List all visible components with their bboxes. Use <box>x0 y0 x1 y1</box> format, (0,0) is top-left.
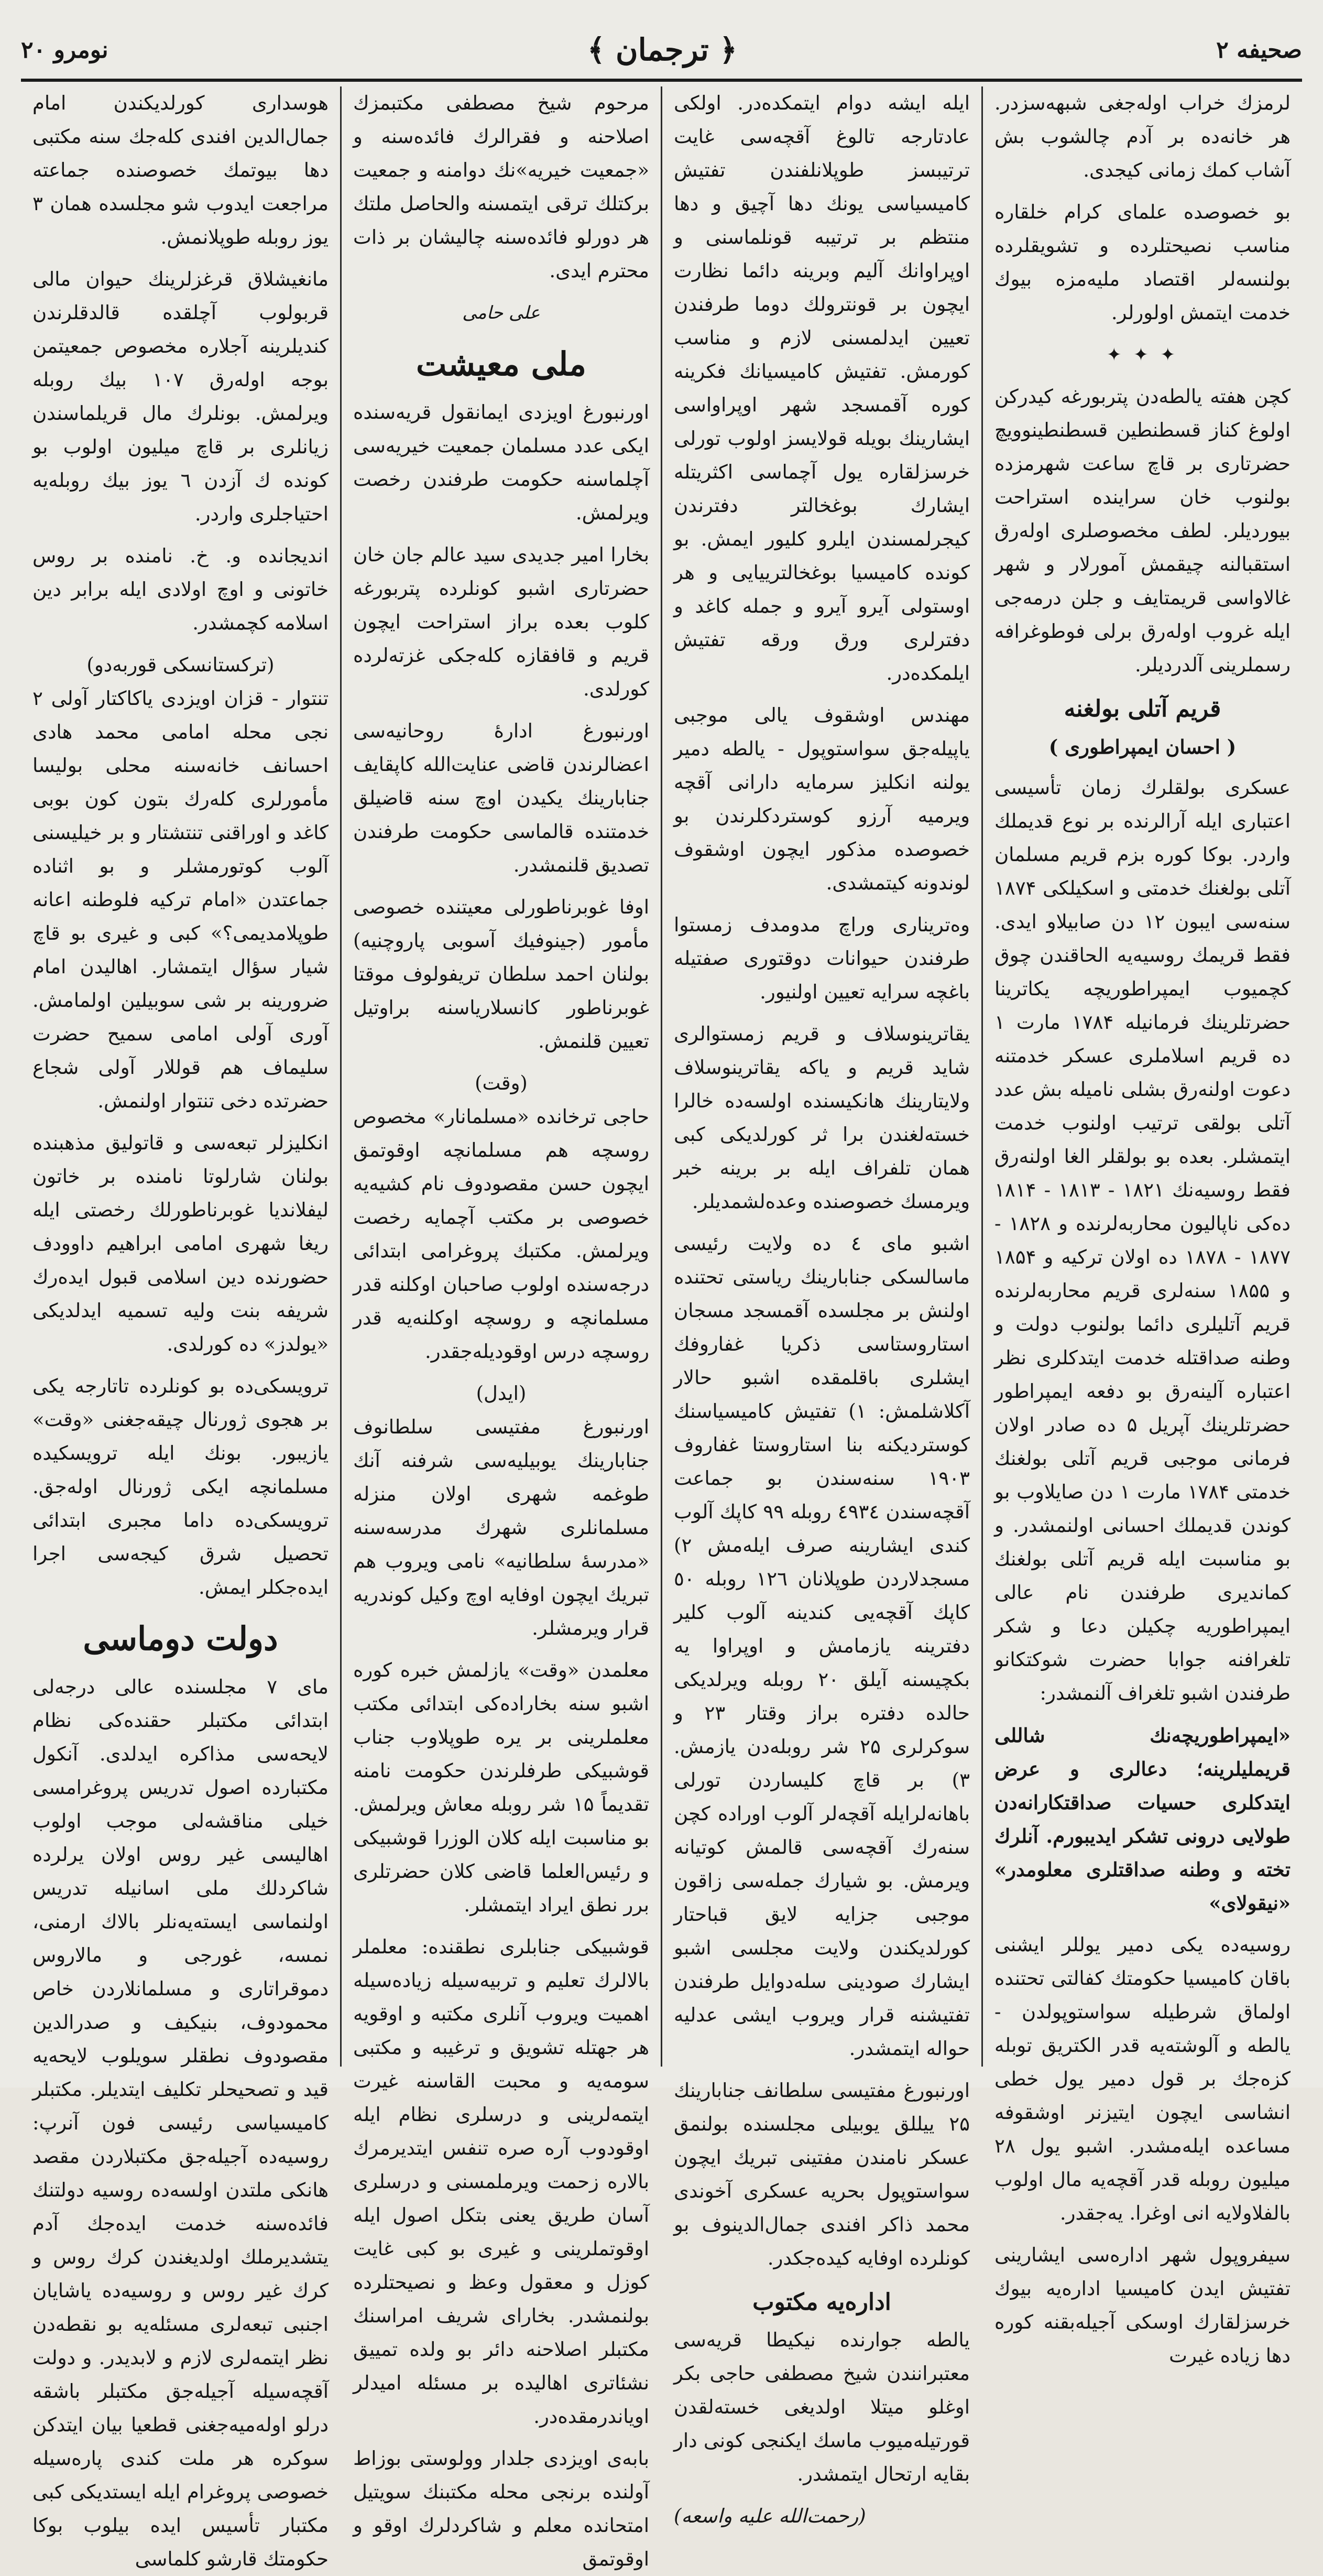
col1-telegram-text: «ایمپراطوریچەنك شاللی قریملیلرینه؛ دعالری و عرض ایتدکلری حسیات صداقتکارانەدن طولایی درونی تشکر ایدیبورم. آنلرك تخته و وطنه صداقتلری معلومدر» «نیقولای» <box>994 1724 1291 1915</box>
column-4 <box>21 86 340 2570</box>
col3-source-2: (ایدل) <box>476 1382 527 1405</box>
col2-paragraph-5: اشبو مای ٤ دە ولایت رئیسی ماسالسکی جنابارینك ریاستی تحتنده اولنش بر مجلسده آقمسجد مسجان استاروستاسی ذکریا غفاروفك ایشلری باقلمقده اشبو حالار آکلاشلمش: ۱) تفتیش کامیسیاسنك کوستردیکنه بنا استاروستا غفاروف ۱۹۰۳ سنەسندن بو جماعت آقچەسندن ٤٩٣٤ روبله ۹۹ کاپك آلوب کندی ایشارینه صرف ایلەمش ۲) مسجدلاردن طوپلانان ۱۲٦ روبله ٥٠ کاپك آقچەیی کندینه آلوب کلیر دفترینه یازمامش و اوپراوا یه بکچیسنه آیلق ۲۰ روبله ویرلدیکی حالده دفتره براز وقتار ۲۳ و سوکرلری ۲۵ شر روبلەدن یازمش. ۳) بر قاچ کلیساردن تورلی باهانەلرایله آقچەلر آلوب اوراده کچن سنەرك آقچەسی قالمش کوتیانه ویرمش. بو شیارك جملەسی زاقون موجبی جزایه لایق قباحتار کورلدیکندن ولایت مجلسی اشبو ایشارك صودینی سلەدوایل طرفندن تفتیشنه قرار ویروب ایشی عدلیه حواله ایتمشدر. <box>674 1232 970 2060</box>
col1-paragraph-4: عسکری بولقلرك زمان تأسیسی اعتباری ایله آرالرنده بر نوع قدیملك واردر. بوکا کوره بزم قریم مسلمان آتلی بولغنك خدمتی و اسکیلکی ۱۸۷۴ سنەسی ایبون ۱۲ دن صابیلاو ایدی. فقط قریمك روسیەیه الحاقندن چوق کچمیوب ایمپراطوریچه یکاترینا حضرتلرینك فرمانیله ۱۷۸۴ مارت ۱ دە قریم اسلاملری عسکر خدمتنه دعوت اولنەرق بشلی نامیله بش عدد آتلی بولقی ترتیب اولنوب خدمت ایتمشلر. بعده بو بولقلر الغا اولنەرق فقط روسیەنك ۱۸۲۱ - ۱۸۱۳ - ۱۸۱۴ دەکی ناپالیون محاربەلرنده و ۱۸۲۸ - ۱۸۷۷ - ۱۸۷۸ دە اولان ترکیه و ۱۸۵۴ و ۱۸۵۵ سنەلری قریم محاربەلرنده قریم آتلیلری دائما بولنوب دولت و وطنه صداقتله خدمت ایتدکلری نظر اعتباره آلینەرق بو دفعه ایمپراطور حضرتلرینك آپریل ۵ دە صادر اولان فرمانی موجبی قریم آتلی بولغنك خدمتی ۱۷۸۴ مارت ۱ دن صایلاوب بو کوندن قدیملك احسانی اولنمشدر. و بو مناسبت ایله قریم آتلی بولغنك کماندیری طرفندن نام عالی ایمپراطوریه چکیلن دعا و شکر تلغرافنه جوابا حضرت شوکتکانو طرفندن اشبو تلغراف آلنمشدر: <box>994 776 1291 1704</box>
col4-source-1: (ترکستانسکی قوربەدو) <box>86 654 275 676</box>
col3-paragraph-5: اوفا غوبرناطورلی معیتنده خصوصی مأمور (جینوفیك آسوبی پاروچنیه) بولنان احمد سلطان تریفولوف موقتا غوبرناطور کانسلاریاسنه براوتیل تعیین قلنمش. <box>353 896 649 1052</box>
col2-paragraph-3: وەتریناری وراچ مدومدف زمستوا طرفندن حیوانات دوقتوری صفتیله باغچه سرایه تعیین اولنیور. <box>674 914 970 1003</box>
col3-paragraph-2: اورنبورغ اویزدی ایمانقول قریەسنده ایکی عدد مسلمان جمعیت خیریەسی آچلماسنه حکومت طرفندن رخصت ویرلمش. <box>353 401 649 524</box>
columns-container <box>21 86 1302 2570</box>
col2-paragraph-7: یالطه جوارنده نیکیطا قریەسی معتبرانندن شیخ مصطفی حاجی بکر اوغلو میتلا اولدیغی خستەلقدن قورتیلەمیوب ماسك ایکنجی کونی دار بقایه ارتحال ایتمشدر. <box>674 2329 970 2485</box>
col2-paragraph-4: یقاترینوسلاف و قریم زمستوالری شاید قریم و یاکه یقاترینوسلاف ولایتارینك هانکیسنده اولسەده خالرا خستەلغندن برا ثر کورلدیکی کبی همان تلفراف ایله بر برینه خبر ویرمسك خصوصنده وعدەلشمدیلر. <box>674 1023 970 1213</box>
col1-heading-subtitle: ( احسان ایمپراطوری ) <box>1048 735 1237 758</box>
col4-paragraph-1: هوسداری کورلدیکندن امام جمال‌الدین افندی کلەجك سنه مکتبی دها بیوتمك خصوصنده جماعته مراجعت ایدوب شو مجلسده همان ۳ یوز روبله طوپلانمش. <box>32 92 329 248</box>
col2-heading-letter: ادارەیه مکتوب <box>752 2289 891 2316</box>
col3-author-name: علی حامی <box>462 302 540 323</box>
page-number-label: صحیفه ۲ <box>1216 36 1302 63</box>
col1-paragraph-5: روسیەده یکی دمیر یوللر ایشنی باقان کامیسیا حکومتك کفالتی تحتنده اولماق شرطیله سواستوپولدن - یالطه و آلوشتەیه قدر الکتریق توبله کزەجك بر قول دمیر یول خطی انشاسی ایچون ایتیزنر اوشقوفه مساعده ایلەمشدر. اشبو یول ۲۸ میلیون روبله قدر آقچەیه مال اولوب بالفلاولایه انی اوغرا. یەجقدر. <box>994 1933 1291 2224</box>
col3-paragraph-9: قوشبیکی جنابلری نطقنده: معلملر بالالرك تعلیم و تربیەسیله زیادەسیله اهمیت ویروب آنلری مکتبه و اوقویه هر جهتله تشویق و ترغیبه و مکتبی سومەیه و محبت القاسنه غیرت ایتمەلرینی و درسلری نظام ایله اوقودوب آره صره تنفس ایتدیرمرك بالاره زحمت ویرملمسنی و درسلری آسان طریق یعنی بتکل اصول ایله اوقوتملرینی و غیری بو کبی غایت کوزل و معقول وعظ و نصیحتلرده بولنمشدر. بخارای شریف امراسنك مکتبلر اصلاحنه دائر بو ولده تمییق نشئاتری اهالیده بر مسئله امیدلر اویاندرمقده‌در. <box>353 1936 649 2428</box>
col3-source-1: (وقت) <box>475 1072 528 1094</box>
col4-paragraph-6: ترویسکی‌ده بو کونلرده تاتارجه یکی بر هجوی ژورنال چیقەجغنی «وقت» یازیبور. بونك ایله ترویسکیده مسلمانچه ایکی ژورنال اولەجق. ترویسکی‌ده داما مجبری ابتدائی تحصیل شرق کیجەسی اجرا ایدەجکلر ایمش. <box>32 1375 329 1599</box>
col4-paragraph-7: مای ۷ مجلسنده عالی درجه‌لی ابتدائی مکتبلر حقنده‌کی نظام لایحەسی مذاکره ایدلدی. آنکول مکتبارده اصول تدریس پروغرامسی خیلی مناقشەلی موجب اولوب اهالیسی غیر روس اولان یرلرده شاکردلك ملی اسانیله تدریس اولنماسی ایستەیەنلر بالاك ارمنی، نمسه، غورجی و مالاروس دموقراتاری و مسلمانلاردن خاص محمودوف، بنیکیف و صدرالدین مقصودوف نطقلر سویلوب لایحەیه قید و تصحیحلر تکلیف ایتدیلر. مکتبلر کامیسیاسی رئیسی فون آنرپ: روسیەده آجیلەجق مکتبلاردن مقصد هانکی ملتدن اولسەده روسیه دولتنك فائدەسنه خدمت ایدەجك آدم یتشدیرملك اولدیغندن کرك روس و کرك غیر روس و روسیەده یاشایان اجنبی تبعەلری مسئلەیه بو نقطەدن نظر ایتمەلری لازم و لابدیدر. و دولت آقچەسیله آجیلەجق مکتبلر باشقه درلو اولەمیەجغنی قطعیا بیان ایتدکن سوکره هر ملت کندی پارەسیله خصوصی پروغرام ایله ایستدیکی کبی مکتبار تأسیس ایده بیلوب بوکا حکومتك قارشو کلماسی <box>32 1676 329 2570</box>
col4-paragraph-2: مانغیشلاق قرغزلرینك حیوان مالی قربولوب آچلقده قالدقلرندن کندیلرینه آجلاره مخصوص جمعیتمن بوجه اولەرق ۱۰۷ بیك روبله ویرلمش. بونلرك مال قریلماسندن زیانلری بر قاچ میلیون اولوب بو کونده ك آزدن ٦ یوز بیك روبلەیه احتیاجلری واردر. <box>32 268 329 525</box>
col3-paragraph-1: مرحوم شیخ مصطفی مکتبمزك اصلاحنه و فقرالرك فائدەسنه و «جمعیت خیریه»نك دوامنه و جمعیت برکتلك ترقی ایتمسنه والحاصل ملتك هر دورلو فائدەسنه چالیشان بر ذات محترم ایدی. <box>353 92 649 282</box>
col2-signature: (رحمت‌الله علیه واسعه) <box>674 2505 866 2527</box>
col1-paragraph-6: سیفروپول شهر ادارەسی ایشارینی تفتیش ایدن کامیسیا ادارەیه بیوك خرسزلقارك اوسکی آجیلەبقنه کوره دها زیاده غیرت <box>994 2244 1291 2367</box>
col4-heading-state-duma: دولت دوماسی <box>83 1619 278 1658</box>
col3-paragraph-6: حاجی ترخانده «مسلمانار» مخصوص روسچه هم مسلمانچه اوقوتمق ایچون حسن مقصودوف نام کشیەیه خصوصی بر مکتب آچمایه رخصت ویرلمش. مکتبك پروغرامی ابتدائی درجەسنده اولوب صاحبان اوکلنه قدر مسلمانچه و روسچه اوکلنه‌یه قدر روسچه درس اوقودیلەجقدر. <box>353 1105 649 1363</box>
column-2 <box>661 86 981 2527</box>
issue-number-label: نومرو ۲۰ <box>21 36 108 63</box>
col3-paragraph-10: بابەی اویزدی جلدار وولوستی بوزاط آولنده برنجی محله مکتبنك سویتیل امتحانده معلم و شاکردلرك اوقو و اوقوتمق <box>353 2447 649 2570</box>
col3-paragraph-8: معلمدن «وقت» یازلمش خبره کوره اشبو سنه بخاراده‌کی ابتدائی مکتب معلملرینی بر یره طوپلاوب جناب قوشبیکی طرفلرندن حکومت نامنه تقدیماً ۱۵ شر روبله معاش ویرلمش. بو مناسبت ایله کلان الوزرا قوشبیکی و رئیس‌العلما قاضی کلان حضرتلری برر نطق ایراد ایتمشلر. <box>353 1659 649 1916</box>
col4-paragraph-4: تنتوار - قزان اویزدی یاکاکتار آولی ۲ نجی محله امامی محمد هادی احسانف خانەسنه محلی بولیسا مأمورلری کلەرك بتون کون بوبی کاغد و اوراقنی تنتشتار و بر خیلیسنی آلوب کوتورمشلر و بو اثناده جماعتدن «امام ترکیه فلوطنه اعانه طوپلامدیمی؟» کبی و غیری بو قاچ شیار سؤال ایتمشار. اهالیدن امام ضرورینه بر شی سوبیلین اولمامش. آوری آولی امامی سمیح حضرت سلیماف هم قوللار آولی شجاع حضرتده دخی تنتوار اولنمش. <box>32 687 329 1112</box>
col2-paragraph-1: ایله ایشه دوام ایتمکده‌در. اولکی عادتارجه تالوغ آقچه‌سی غایت ترتیبسز طوپلانلفندن تفتیش کامیسیاسی یونك دها آچیق و دها منتظم بر ترتیبه قونلماسنی و اوپراوانك آلیم وبرینه دائما نظارت ایچون بر قونترولك دوما طرفندن تعیین ایدلمسنی لازم و مناسب کورمش. تفتیش کامیسیانك فکرینه کوره آقمسجد شهر اوپراواسی ایشارینك بویله قولایسز اولوب تورلی خرسزلقاره یول آچماسی اکثریتله ایشارك بوغخالتر دفترندن کیجرلمسندن ایلرو کلیور ایمش. بو کونده کامیسیا بوغخالترییایی و هر اوستولی آیرو آیرو و جمله کاغد و دفترلری ورق ورقه تفتیش ایلمکده‌در. <box>674 92 970 684</box>
newspaper-title: ﴿ ترجمان ﴾ <box>587 32 737 68</box>
col3-heading-national-life: ملی معیشت <box>416 345 586 383</box>
masthead <box>21 21 1302 82</box>
column-1 <box>981 86 1302 2367</box>
col4-paragraph-3: اندیجانده و. خ. نامنده بر روس خاتونی و اوچ اولادی ایله برابر دین اسلامه کچمشدر. <box>32 545 329 634</box>
col3-paragraph-3: بخارا امیر جدیدی سید عالم جان خان حضرتاری اشبو کونلرده پتربورغه کلوب بعده براز استراحت ایچون قریم و قافقازه کلەجکی غزتەلرده کورلدی. <box>353 544 649 700</box>
col1-heading-crimean-cavalry: قریم آتلی بولغنه <box>1064 695 1221 722</box>
col1-paragraph-3: کچن هفته یالطەدن پتربورغه کیدرکن اولوغ کناز قسطنطین قسطنطینوویچ حضرتاری بر قاچ ساعت شهرمزده بولنوب خان سراینده استراحت بیوردیلر. لطف مخصوصلری اولەرق استقبالنه چیقمش آمورلار و شهر غالاواسی قریمتایف و جلن درمەجی ایله غروب اولەرق برلی فوطوغرافە رسملرینی آلدردیلر. <box>994 385 1291 676</box>
col3-paragraph-4: اورنبورغ ادارهٔ روحانیەسی اعضالرندن قاضی عنایت‌الله کاپقایف جنابارینك یکیدن اوچ سنه قاضیلق خدمتنده قالماسی حکومت طرفندن تصدیق قلنمشدر. <box>353 720 649 876</box>
column-3 <box>340 86 661 2570</box>
col3-paragraph-7: اورنبورغ مفتیسی سلطانوف جنابارینك یوبیلیەسی شرفنه آنك طوغمه شهری اولان منزله مسلمانلری شهرك مدرسەسنه «مدرسهٔ سلطانیه» نامی ویروب هم تبریك ایچون اوفایه اوچ وکیل کوندریه قرار ویرمشلر. <box>353 1416 649 1639</box>
col4-paragraph-5: انکلیزلر تبعەسی و قاتولیق مذهبنده بولنان شارلوتا نامنده بر خاتون لیفلاندیا غوبرناطورلك رخصتی ایله ریغا شهری امامی ابراهیم داوودف حضورنده دین اسلامی قبول ایدەرك شریفه بنت ولیه تسمیه ایدلدیکی «یولدز» ده کورلدی. <box>32 1132 329 1355</box>
col1-paragraph-1: لرمزك خراب اولەجغی شبهەسزدر. هر خانەده بر آدم چالشوب بش آشاب کمك زمانی کیجدی. <box>994 92 1291 181</box>
col2-paragraph-2: مهندس اوشقوف یالی موجبی یاپیلەجق سواستوپول - یالطه دمیر یولنه انکلیز سرمایه دارانی آقچه ویرمیه آرزو کوستردکلرندن بو خصوصده مذکور ایچون اوشقوف لوندونه کیتمشدی. <box>674 704 970 894</box>
ornament-divider: ✦ ✦ ✦ <box>1106 344 1179 365</box>
col1-paragraph-2: بو خصوصده علمای کرام خلقاره مناسب نصیحتلرده و تشویقلرده بولنسەلر اقتصاد ملیەمزه بیوك خدمت ایتمش اولورلر. <box>994 201 1291 324</box>
col2-paragraph-6: اورنبورغ مفتیسی سلطانف جنابارینك ۲۵ ییللق یوبیلی مجلسنده بولنمق عسکر نامندن مفتینی تبریك ایچون سواستوپول بحریه عسکری آخوندی محمد ذاکر افندی جمال‌الدینوف بو کونلرده اوفایه کیده‌جکدر. <box>674 2079 970 2269</box>
